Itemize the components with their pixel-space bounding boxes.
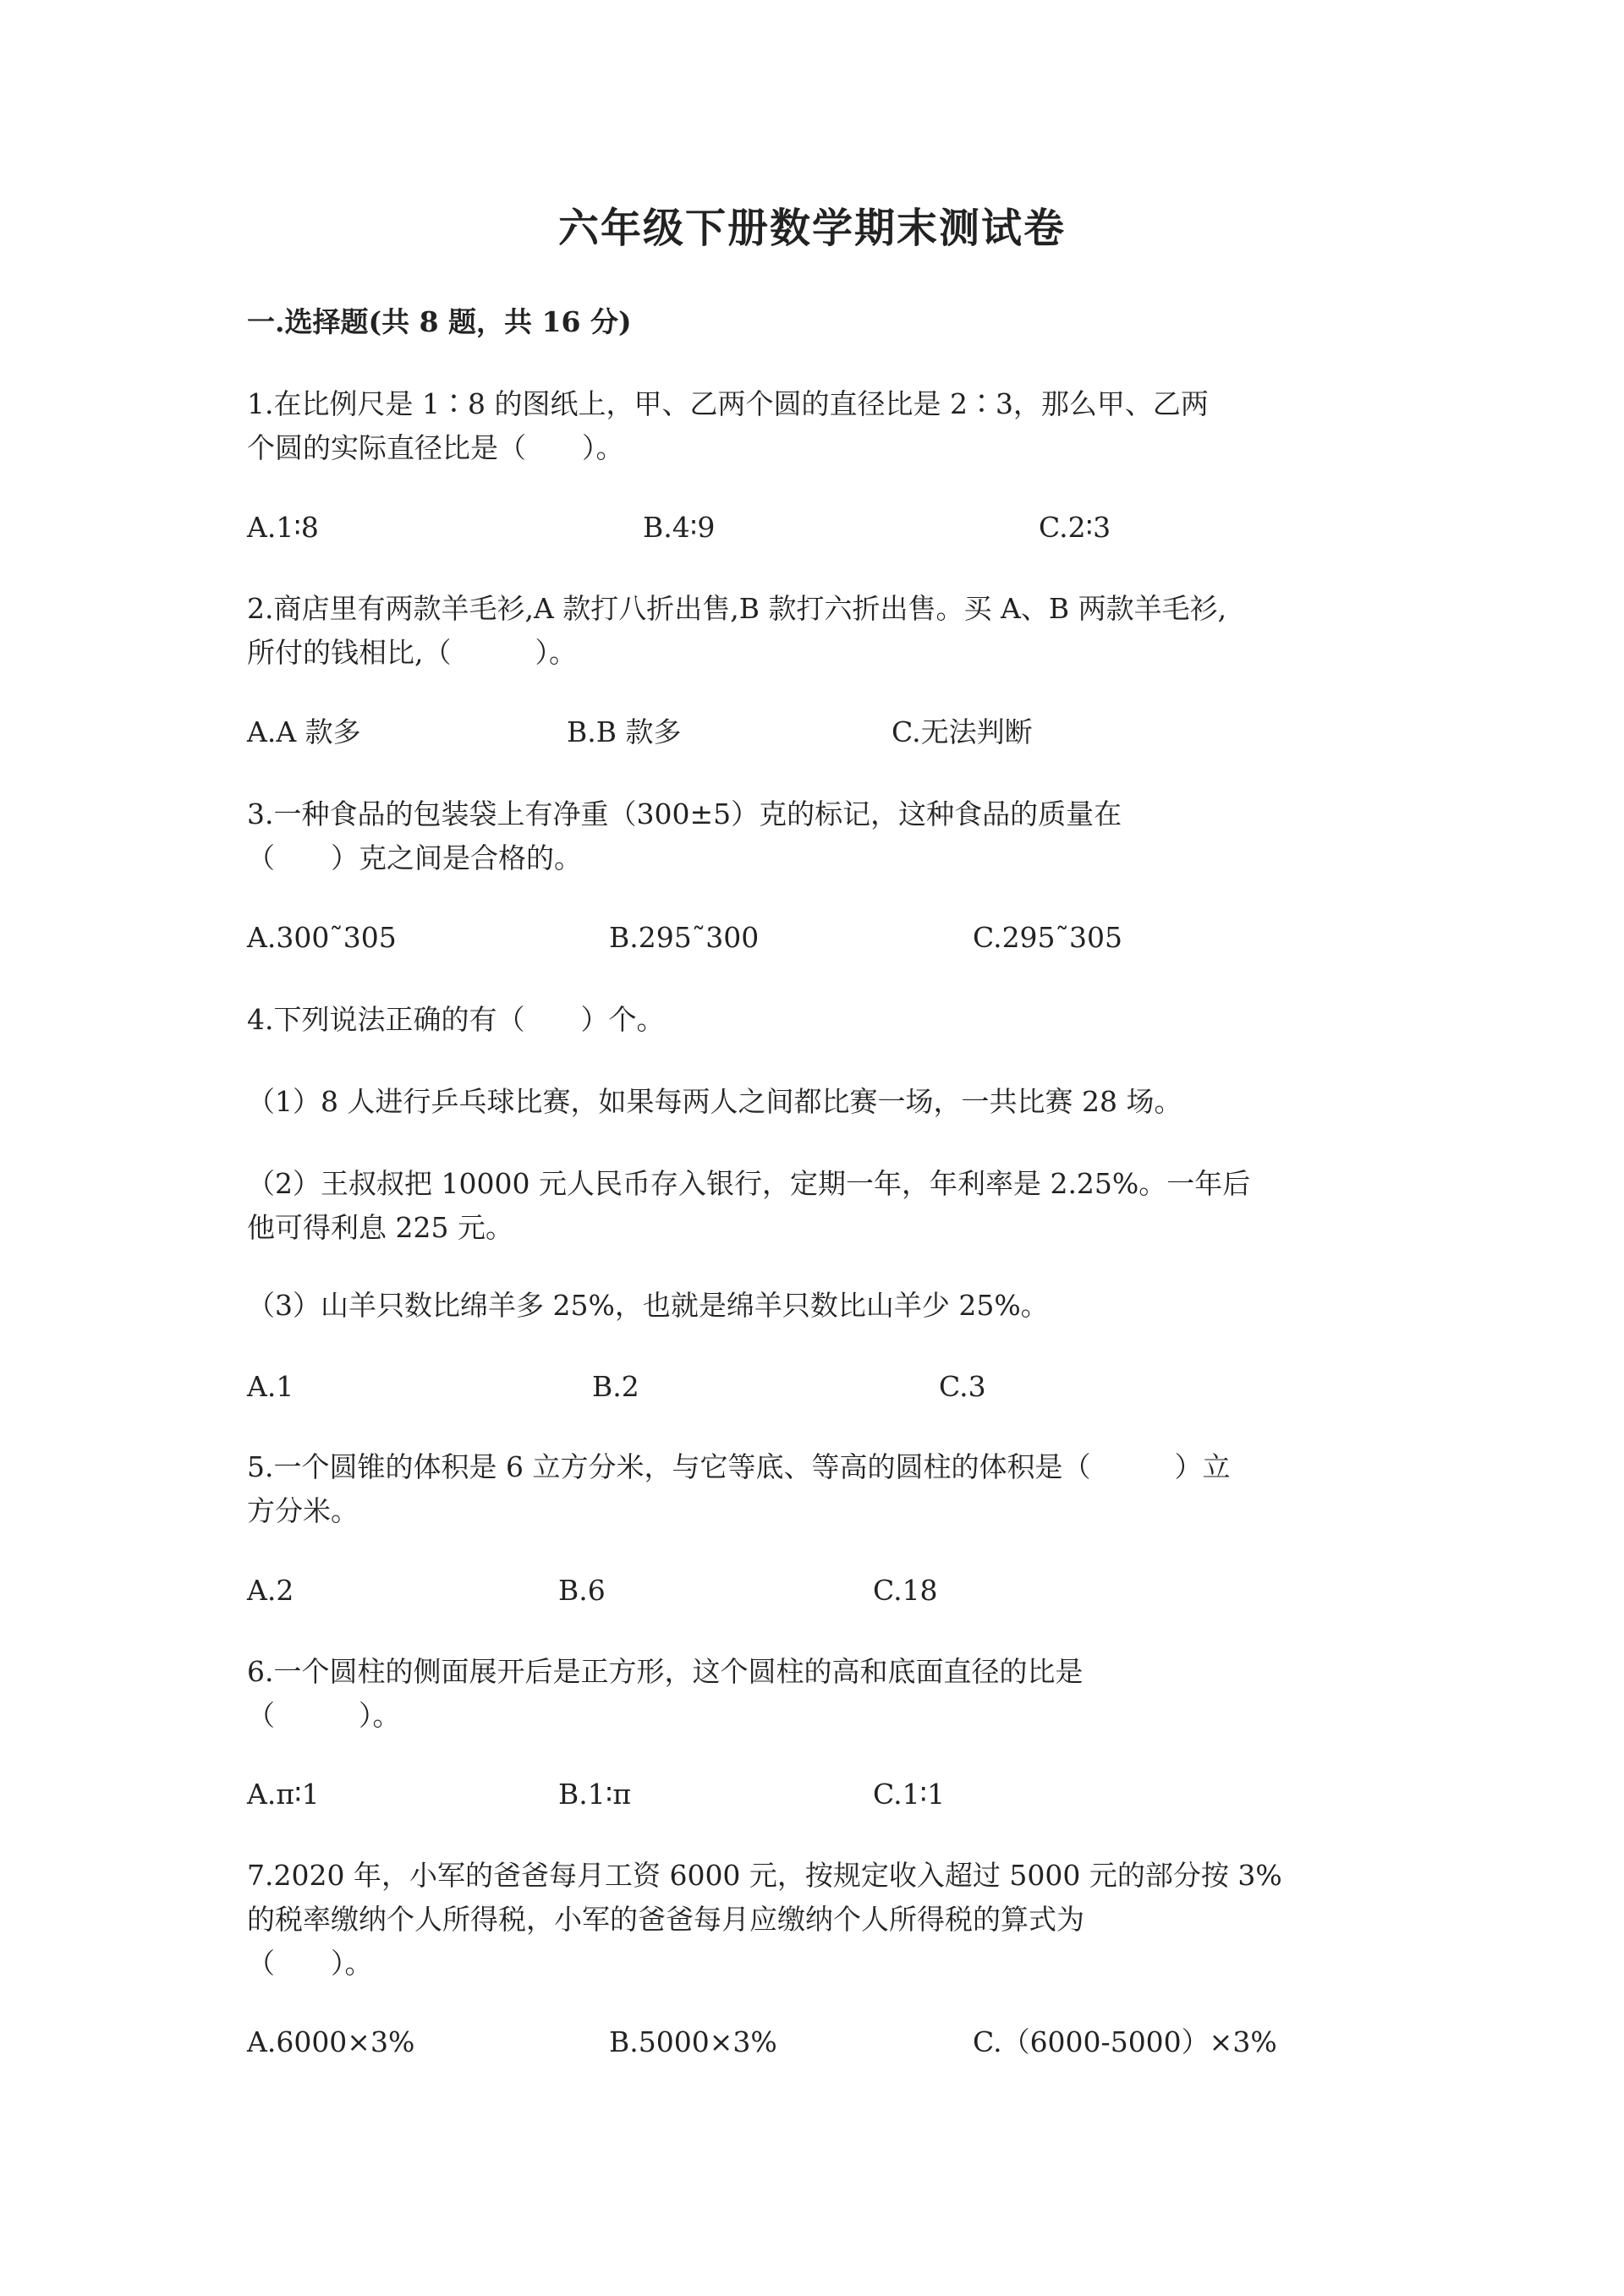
option-b[interactable]: B.6 [558, 1574, 606, 1607]
option-c[interactable]: C.无法判断 [892, 715, 1033, 748]
option-b[interactable]: B.4∶9 [643, 511, 716, 544]
question-text-line: 6.一个圆柱的侧面展开后是正方形，这个圆柱的高和底面直径的比是 [247, 1655, 1084, 1688]
option-b[interactable]: B.B 款多 [567, 715, 682, 748]
question-4 [247, 998, 1397, 1042]
question-text-line: （ ）。 [247, 1699, 401, 1732]
question-text-line: 2.商店里有两款羊毛衫,A 款打八折出售,B 款打六折出售。买 A、B 两款羊毛衫, [247, 592, 1227, 625]
option-c[interactable]: C.（6000-5000）×3% [973, 2025, 1277, 2058]
option-c[interactable]: C.1∶1 [873, 1778, 946, 1811]
subitem-text-line: （2）王叔叔把 10000 元人民币存入银行，定期一年，年利率是 2.25%。一年后 [247, 1167, 1251, 1200]
question-2 [247, 587, 1397, 675]
option-c[interactable]: C.18 [873, 1574, 938, 1607]
option-a[interactable]: A.1∶8 [247, 511, 319, 544]
question-4-subitem-3 [247, 1284, 1397, 1328]
option-a[interactable]: A.6000×3% [247, 2025, 415, 2058]
question-6 [247, 1650, 1397, 1738]
option-b[interactable]: B.295˜300 [609, 921, 760, 954]
option-c[interactable]: C.3 [939, 1370, 986, 1403]
question-text-line: 方分米。 [247, 1494, 359, 1527]
subitem-text-line: （1）8 人进行乒乓球比赛，如果每两人之间都比赛一场，一共比赛 28 场。 [247, 1085, 1182, 1118]
question-text-line: 个圆的实际直径比是（ ）。 [247, 431, 624, 464]
option-a[interactable]: A.300˜305 [247, 921, 397, 954]
question-3 [247, 792, 1397, 880]
option-a[interactable]: A.π∶1 [247, 1778, 320, 1811]
question-text-line: 5.一个圆锥的体积是 6 立方分米，与它等底、等高的圆柱的体积是（ ）立 [247, 1450, 1231, 1483]
options-row-5 [247, 1569, 1397, 1613]
question-text-line: 3.一种食品的包装袋上有净重（300±5）克的标记，这种食品的质量在 [247, 797, 1122, 830]
question-text-line: 1.在比例尺是 1∶8 的图纸上，甲、乙两个圆的直径比是 2∶3，那么甲、乙两 [247, 387, 1209, 420]
question-5 [247, 1445, 1397, 1533]
question-text-line: （ ）。 [247, 1947, 373, 1980]
question-7 [247, 1854, 1397, 1986]
question-text-line: 所付的钱相比,（ ）。 [247, 636, 577, 669]
question-4-subitem-1 [247, 1080, 1397, 1124]
question-text-line: 的税率缴纳个人所得税，小军的爸爸每月应缴纳个人所得税的算式为 [247, 1903, 1084, 1936]
option-a[interactable]: A.2 [247, 1574, 294, 1607]
section-heading: 一.选择题(共 8 题，共 16 分) [247, 305, 632, 338]
option-b[interactable]: B.1∶π [558, 1778, 632, 1811]
options-row-6 [247, 1773, 1397, 1817]
option-b[interactable]: B.5000×3% [609, 2025, 777, 2058]
options-row-7 [247, 2020, 1397, 2064]
option-a[interactable]: A.A 款多 [247, 715, 361, 748]
question-text-line: 7.2020 年，小军的爸爸每月工资 6000 元，按规定收入超过 5000 元的部分按 3% [247, 1859, 1282, 1892]
option-c[interactable]: C.295˜305 [973, 921, 1123, 954]
option-c[interactable]: C.2∶3 [1039, 511, 1111, 544]
options-row-3 [247, 916, 1397, 960]
subitem-text-line: （3）山羊只数比绵羊多 25%，也就是绵羊只数比山羊少 25%。 [247, 1289, 1049, 1322]
question-text-line: （ ）克之间是合格的。 [247, 841, 582, 874]
options-row-1 [247, 506, 1397, 550]
option-a[interactable]: A.1 [247, 1370, 294, 1403]
question-4-subitem-2 [247, 1162, 1397, 1250]
options-row-2 [247, 710, 1397, 754]
question-text-line: 4.下列说法正确的有（ ）个。 [247, 1003, 665, 1036]
exam-title: 六年级下册数学期末测试卷 [557, 205, 1066, 252]
options-row-4 [247, 1365, 1397, 1409]
subitem-text-line: 他可得利息 225 元。 [247, 1211, 513, 1244]
option-b[interactable]: B.2 [592, 1370, 639, 1403]
question-1 [247, 382, 1397, 470]
